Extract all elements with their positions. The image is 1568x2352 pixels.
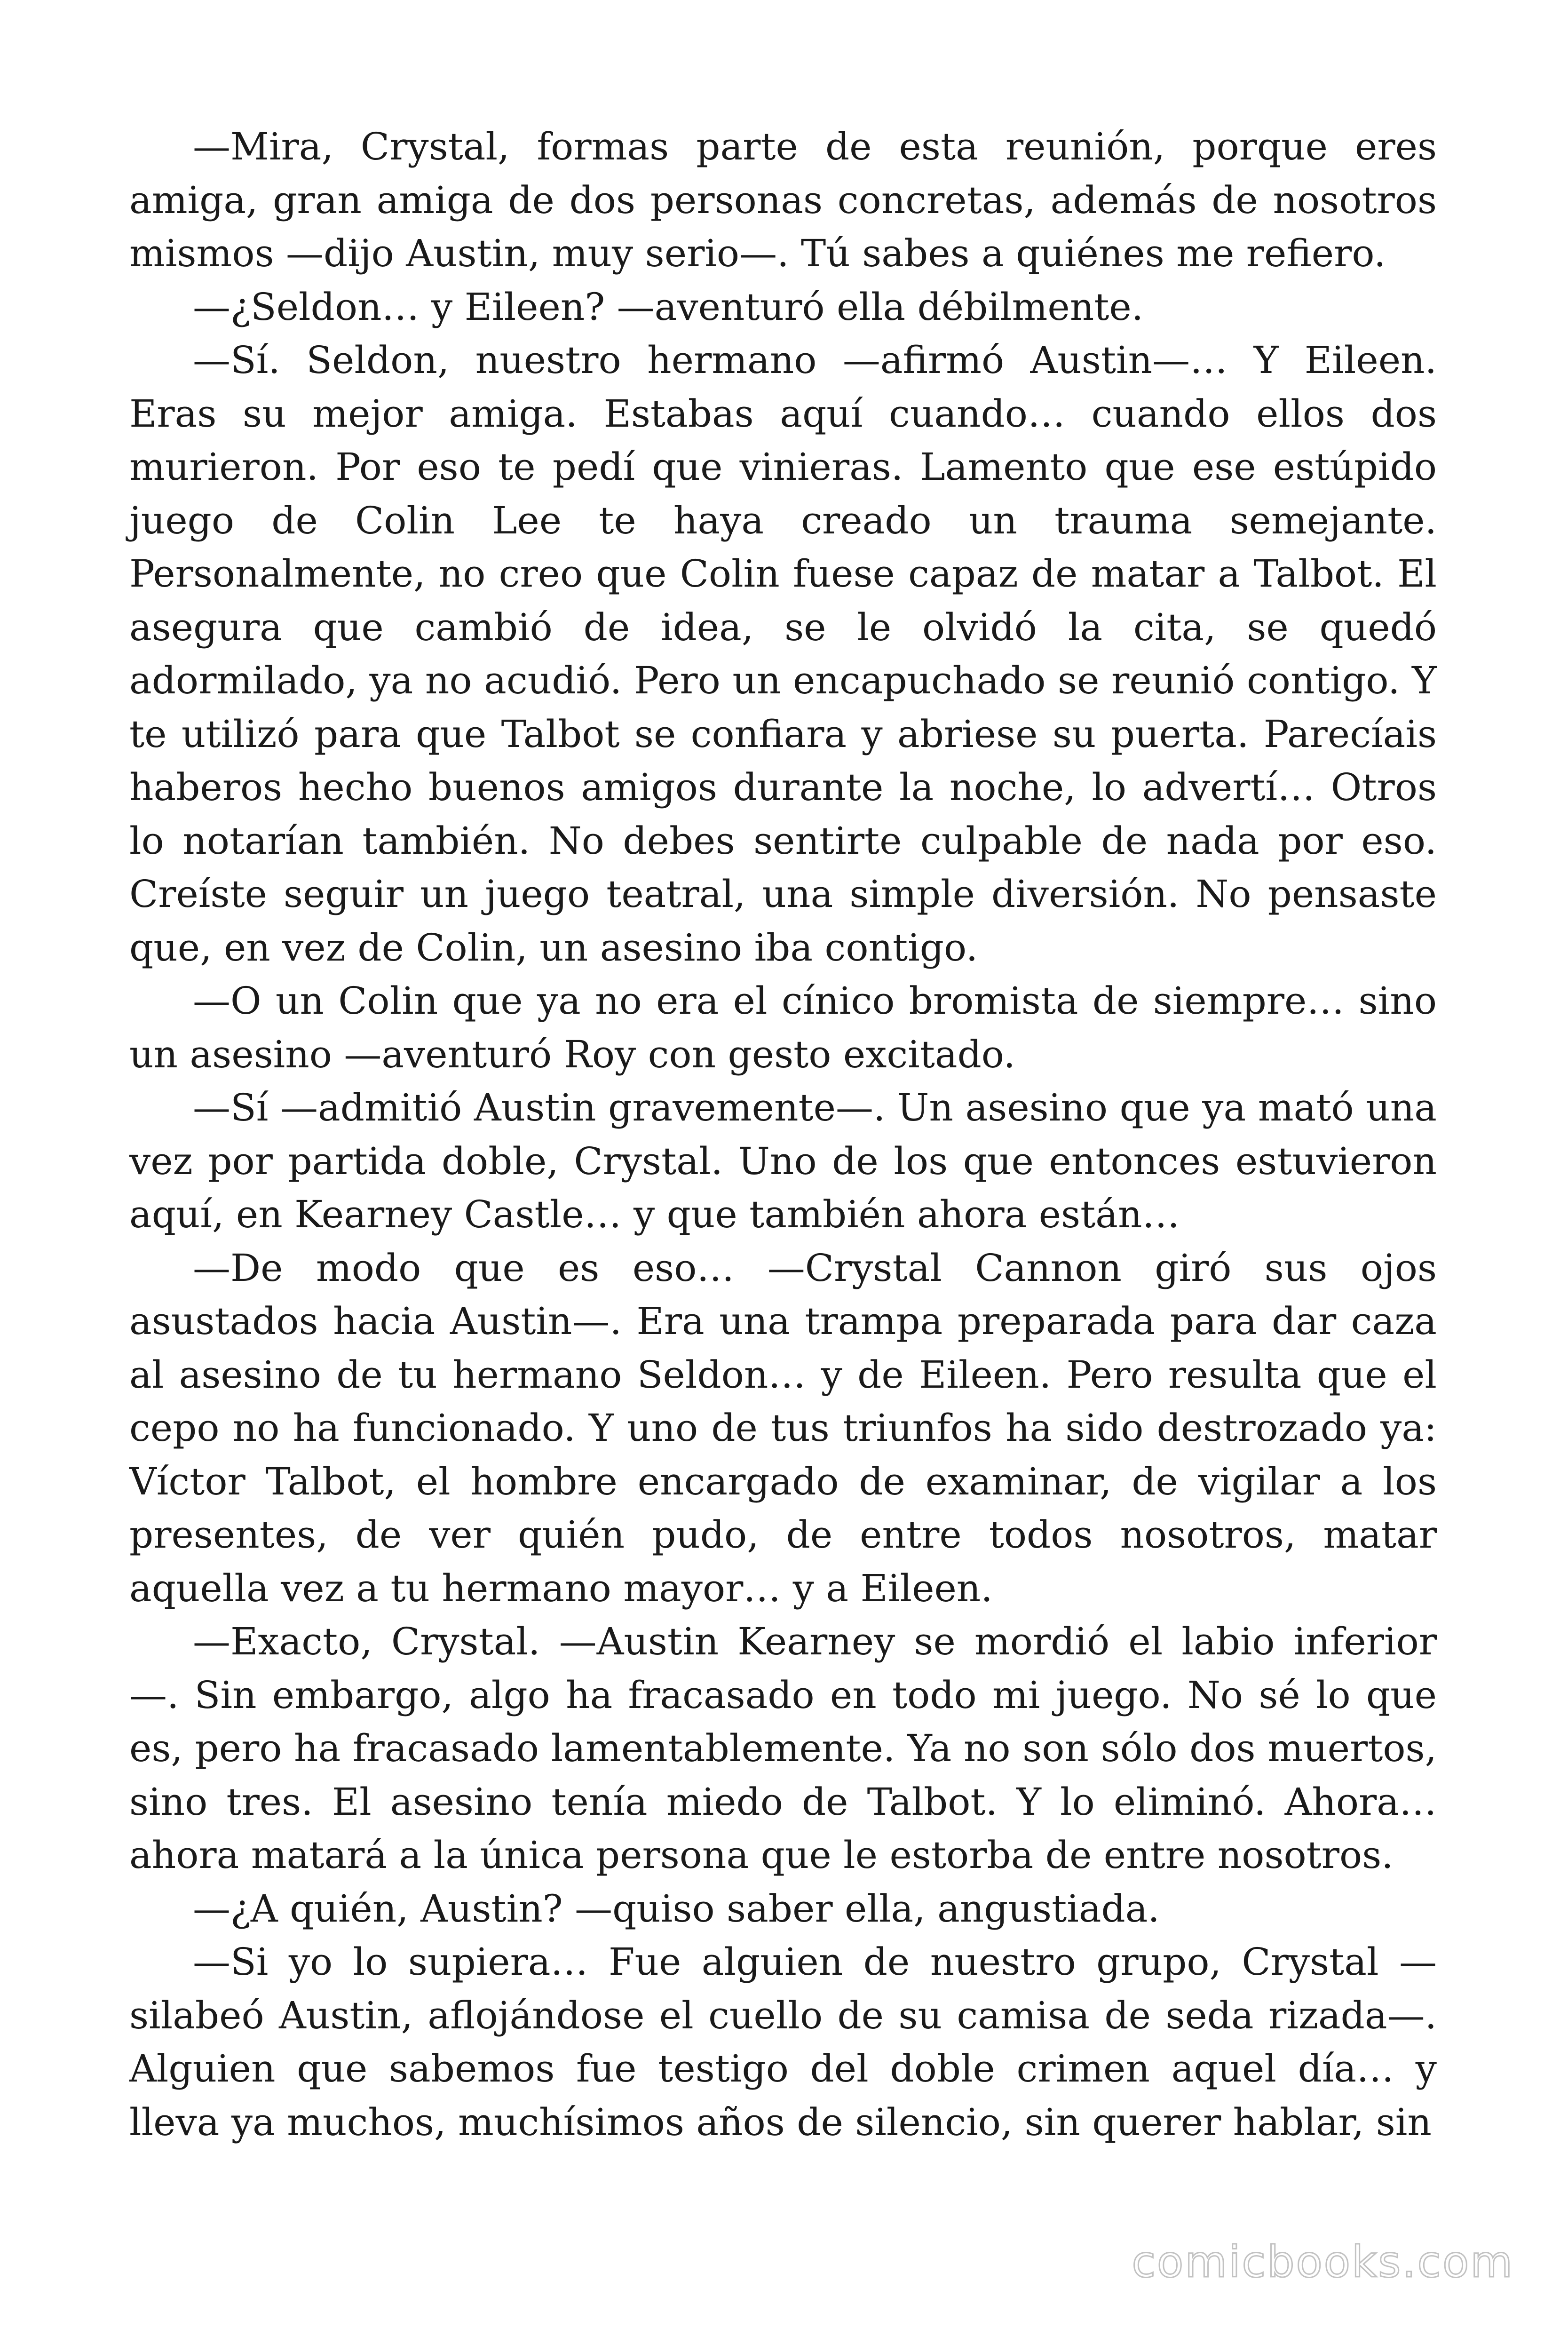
- paragraph: —O un Colin que ya no era el cínico bromista de siempre… sino un asesino —aventuró Roy con gesto excitado.: [129, 979, 1437, 1076]
- paragraph: —Exacto, Crystal. —Austin Kearney se mordió el labio inferior —. Sin embargo, algo ha fracasado en todo mi juego. No sé lo que es, pero ha fracasado lamentablemente. Ya no son sólo dos muertos, sino tres. El asesino tenía miedo de Talbot. Y lo eliminó. Ahora… ahora matará a la única persona que le estorba de entre nosotros.: [129, 1620, 1437, 1877]
- page-body: [129, 120, 1437, 2149]
- paragraph: —Mira, Crystal, formas parte de esta reunión, porque eres amiga, gran amiga de dos personas concretas, además de nosotros mismos —dijo Austin, muy serio—. Tú sabes a quiénes me refiero.: [129, 125, 1437, 275]
- watermark: comicbooks.com: [1132, 2237, 1514, 2287]
- paragraph: —De modo que es eso… —Crystal Cannon giró sus ojos asustados hacia Austin—. Era una trampa preparada para dar caza al asesino de tu hermano Seldon… y de Eileen. Pero resulta que el cepo no ha funcionado. Y uno de tus triunfos ha sido destrozado ya: Víctor Talbot, el hombre encargado de examinar, de vigilar a los presentes, de ver quién pudo, de entre todos nosotros, matar aquella vez a tu hermano mayor… y a Eileen.: [129, 1246, 1437, 1610]
- paragraph: —Sí —admitió Austin gravemente—. Un asesino que ya mató una vez por partida doble, Crystal. Uno de los que entonces estuvieron aquí, en Kearney Castle… y que también ahora están…: [129, 1086, 1437, 1236]
- paragraph: —¿A quién, Austin? —quiso saber ella, angustiada.: [193, 1886, 1160, 1931]
- paragraph: —Sí. Seldon, nuestro hermano —afirmó Austin—… Y Eileen. Eras su mejor amiga. Estabas aquí cuando… cuando ellos dos murieron. Por eso te pedí que vinieras. Lamento que ese estúpido juego de Colin Lee te haya creado un trauma semejante. Personalmente, no creo que Colin fuese capaz de matar a Talbot. El asegura que cambió de idea, se le olvidó la cita, se quedó adormilado, ya no acudió. Pero un encapuchado se reunió contigo. Y te utilizó para que Talbot se confiara y abriese su puerta. Parecíais haberos hecho buenos amigos durante la noche, lo advertí… Otros lo notarían también. No debes sentirte culpable de nada por eso. Creíste seguir un juego teatral, una simple diversión. No pensaste que, en vez de Colin, un asesino iba contigo.: [129, 338, 1437, 969]
- paragraph: —¿Seldon… y Eileen? —aventuró ella débilmente.: [193, 285, 1144, 329]
- paragraph: —Si yo lo supiera… Fue alguien de nuestro grupo, Crystal — silabeó Austin, aflojándose el cuello de su camisa de seda rizada—. Alguien que sabemos fue testigo del doble crimen aquel día… y lleva ya muchos, muchísimos años de silencio, sin querer hablar, sin: [129, 1940, 1437, 2144]
